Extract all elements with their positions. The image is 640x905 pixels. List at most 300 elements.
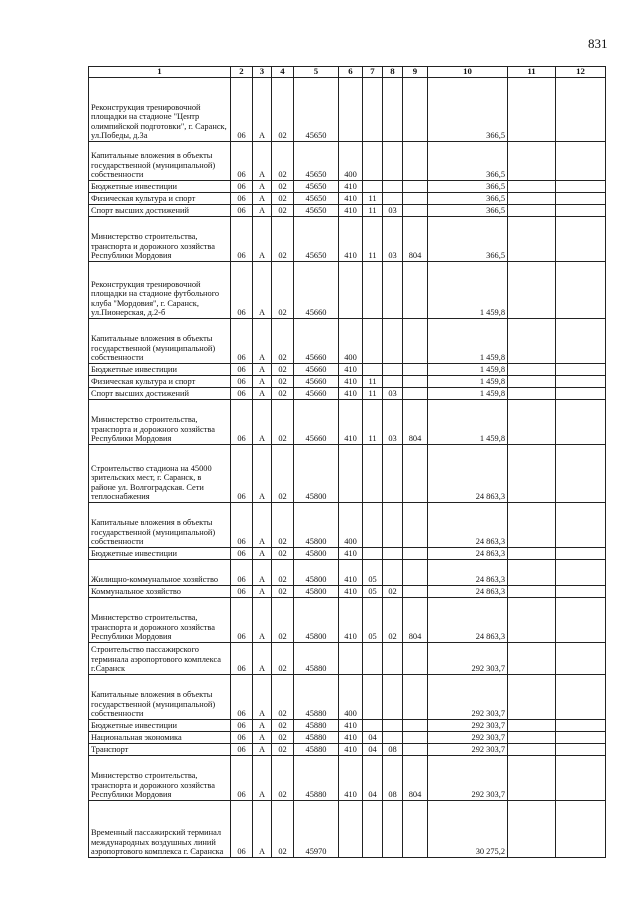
- cell-col-6: 410: [339, 193, 363, 205]
- cell-col-11: [508, 319, 556, 364]
- row-name-cell: Транспорт: [89, 744, 231, 756]
- row-name-cell: Капитальные вложения в объекты государственной (муниципальной) собственности: [89, 503, 231, 548]
- row-name-cell: Реконструкция тренировочной площадки на стадионе "Центр олимпийской подготовки", г. Саранск, ул.Победы, д.3а: [89, 78, 231, 142]
- cell-col-7: [363, 675, 383, 720]
- column-header-11: 11: [508, 67, 556, 78]
- cell-col-7: [363, 364, 383, 376]
- cell-col-7: [363, 445, 383, 503]
- cell-col-12: [556, 205, 606, 217]
- row-name-cell: Спорт высших достижений: [89, 388, 231, 400]
- cell-col-5: 45800: [294, 445, 339, 503]
- cell-col-12: [556, 376, 606, 388]
- cell-col-8: 02: [383, 586, 403, 598]
- cell-col-11: [508, 744, 556, 756]
- cell-col-12: [556, 400, 606, 445]
- column-header-10: 10: [428, 67, 508, 78]
- cell-col-11: [508, 732, 556, 744]
- cell-col-5: 45800: [294, 503, 339, 548]
- cell-col-3: А: [253, 560, 272, 586]
- cell-col-9: [403, 586, 428, 598]
- cell-col-7: 11: [363, 217, 383, 262]
- cell-col-7: [363, 801, 383, 858]
- cell-col-4: 02: [272, 78, 294, 142]
- cell-col-5: 45800: [294, 560, 339, 586]
- cell-col-3: А: [253, 205, 272, 217]
- cell-col-2: 06: [231, 217, 253, 262]
- budget-table: [88, 66, 606, 858]
- cell-col-4: 02: [272, 503, 294, 548]
- cell-col-9: [403, 205, 428, 217]
- table-row: [89, 400, 606, 445]
- cell-col-7: 04: [363, 756, 383, 801]
- cell-col-5: 45880: [294, 732, 339, 744]
- cell-col-6: 410: [339, 720, 363, 732]
- cell-col-10: 292 303,7: [428, 675, 508, 720]
- cell-col-6: [339, 262, 363, 319]
- cell-col-4: 02: [272, 801, 294, 858]
- cell-col-10: 366,5: [428, 181, 508, 193]
- cell-col-11: [508, 78, 556, 142]
- cell-col-5: 45650: [294, 142, 339, 181]
- cell-col-5: 45880: [294, 756, 339, 801]
- table-row: [89, 78, 606, 142]
- row-name-cell: Бюджетные инвестиции: [89, 181, 231, 193]
- cell-col-2: 06: [231, 675, 253, 720]
- cell-col-6: 410: [339, 388, 363, 400]
- cell-col-11: [508, 801, 556, 858]
- row-name-cell: Министерство строительства, транспорта и дорожного хозяйства Республики Мордовия: [89, 598, 231, 643]
- cell-col-7: [363, 319, 383, 364]
- cell-col-4: 02: [272, 560, 294, 586]
- cell-col-7: [363, 78, 383, 142]
- cell-col-11: [508, 675, 556, 720]
- cell-col-10: 24 863,3: [428, 598, 508, 643]
- cell-col-7: [363, 720, 383, 732]
- cell-col-12: [556, 181, 606, 193]
- column-header-12: 12: [556, 67, 606, 78]
- cell-col-11: [508, 388, 556, 400]
- table-row: [89, 217, 606, 262]
- cell-col-7: 05: [363, 560, 383, 586]
- cell-col-4: 02: [272, 720, 294, 732]
- table-row: [89, 181, 606, 193]
- cell-col-8: [383, 720, 403, 732]
- cell-col-4: 02: [272, 643, 294, 675]
- cell-col-3: А: [253, 503, 272, 548]
- cell-col-5: 45800: [294, 548, 339, 560]
- cell-col-10: 292 303,7: [428, 756, 508, 801]
- cell-col-6: 410: [339, 181, 363, 193]
- cell-col-9: [403, 364, 428, 376]
- cell-col-4: 02: [272, 548, 294, 560]
- cell-col-2: 06: [231, 732, 253, 744]
- cell-col-4: 02: [272, 193, 294, 205]
- cell-col-6: 400: [339, 319, 363, 364]
- cell-col-6: 410: [339, 400, 363, 445]
- table-row: [89, 801, 606, 858]
- table-row: [89, 744, 606, 756]
- cell-col-5: 45650: [294, 217, 339, 262]
- cell-col-11: [508, 586, 556, 598]
- cell-col-6: 400: [339, 503, 363, 548]
- cell-col-10: 30 275,2: [428, 801, 508, 858]
- row-name-cell: Бюджетные инвестиции: [89, 364, 231, 376]
- row-name-cell: Министерство строительства, транспорта и дорожного хозяйства Республики Мордовия: [89, 756, 231, 801]
- cell-col-7: 05: [363, 598, 383, 643]
- cell-col-6: 410: [339, 205, 363, 217]
- cell-col-10: 292 303,7: [428, 732, 508, 744]
- cell-col-3: А: [253, 720, 272, 732]
- cell-col-2: 06: [231, 744, 253, 756]
- cell-col-10: 1 459,8: [428, 364, 508, 376]
- table-row: [89, 445, 606, 503]
- cell-col-5: 45880: [294, 744, 339, 756]
- cell-col-5: 45660: [294, 400, 339, 445]
- row-name-cell: Строительство пассажирского терминала аэропортового комплекса г.Саранск: [89, 643, 231, 675]
- table-row: [89, 388, 606, 400]
- cell-col-11: [508, 400, 556, 445]
- cell-col-6: [339, 801, 363, 858]
- cell-col-9: [403, 388, 428, 400]
- cell-col-11: [508, 503, 556, 548]
- cell-col-9: [403, 675, 428, 720]
- cell-col-2: 06: [231, 801, 253, 858]
- cell-col-5: 45880: [294, 643, 339, 675]
- cell-col-3: А: [253, 675, 272, 720]
- cell-col-12: [556, 548, 606, 560]
- cell-col-10: 292 303,7: [428, 744, 508, 756]
- cell-col-7: 11: [363, 205, 383, 217]
- cell-col-12: [556, 560, 606, 586]
- row-name-cell: Временный пассажирский терминал международных воздушных линий аэропортового комплекса г. Саранска: [89, 801, 231, 858]
- cell-col-7: [363, 262, 383, 319]
- cell-col-10: 1 459,8: [428, 262, 508, 319]
- cell-col-8: [383, 643, 403, 675]
- cell-col-3: А: [253, 78, 272, 142]
- cell-col-9: [403, 181, 428, 193]
- cell-col-12: [556, 193, 606, 205]
- cell-col-11: [508, 598, 556, 643]
- cell-col-5: 45660: [294, 262, 339, 319]
- cell-col-9: 804: [403, 217, 428, 262]
- cell-col-12: [556, 364, 606, 376]
- cell-col-10: 24 863,3: [428, 586, 508, 598]
- cell-col-2: 06: [231, 205, 253, 217]
- row-name-cell: Реконструкция тренировочной площадки на стадионе футбольного клуба "Мордовия", г. Саранск, ул.Пионерская, д.2-б: [89, 262, 231, 319]
- cell-col-7: 11: [363, 376, 383, 388]
- cell-col-4: 02: [272, 400, 294, 445]
- cell-col-5: 45660: [294, 376, 339, 388]
- cell-col-5: 45660: [294, 388, 339, 400]
- cell-col-7: [363, 548, 383, 560]
- cell-col-11: [508, 205, 556, 217]
- row-name-cell: Физическая культура и спорт: [89, 193, 231, 205]
- cell-col-4: 02: [272, 142, 294, 181]
- cell-col-11: [508, 364, 556, 376]
- cell-col-9: 804: [403, 756, 428, 801]
- cell-col-5: 45650: [294, 193, 339, 205]
- cell-col-10: 24 863,3: [428, 548, 508, 560]
- cell-col-3: А: [253, 364, 272, 376]
- table-row: [89, 586, 606, 598]
- cell-col-8: 02: [383, 598, 403, 643]
- cell-col-6: [339, 78, 363, 142]
- row-name-cell: Министерство строительства, транспорта и дорожного хозяйства Республики Мордовия: [89, 400, 231, 445]
- row-name-cell: Бюджетные инвестиции: [89, 720, 231, 732]
- cell-col-12: [556, 756, 606, 801]
- cell-col-8: [383, 675, 403, 720]
- row-name-cell: Спорт высших достижений: [89, 205, 231, 217]
- cell-col-11: [508, 193, 556, 205]
- cell-col-6: 410: [339, 586, 363, 598]
- row-name-cell: Коммунальное хозяйство: [89, 586, 231, 598]
- column-header-1: 1: [89, 67, 231, 78]
- cell-col-3: А: [253, 193, 272, 205]
- cell-col-7: 11: [363, 388, 383, 400]
- cell-col-5: 45970: [294, 801, 339, 858]
- cell-col-8: 03: [383, 400, 403, 445]
- cell-col-3: А: [253, 142, 272, 181]
- table-row: [89, 756, 606, 801]
- table-row: [89, 548, 606, 560]
- cell-col-6: 410: [339, 744, 363, 756]
- cell-col-8: [383, 181, 403, 193]
- table-row: [89, 364, 606, 376]
- cell-col-4: 02: [272, 598, 294, 643]
- row-name-cell: Физическая культура и спорт: [89, 376, 231, 388]
- cell-col-6: 410: [339, 560, 363, 586]
- cell-col-2: 06: [231, 445, 253, 503]
- cell-col-3: А: [253, 181, 272, 193]
- cell-col-8: [383, 142, 403, 181]
- cell-col-9: [403, 319, 428, 364]
- cell-col-3: А: [253, 586, 272, 598]
- cell-col-4: 02: [272, 756, 294, 801]
- cell-col-10: 24 863,3: [428, 503, 508, 548]
- cell-col-8: [383, 445, 403, 503]
- table-row: [89, 643, 606, 675]
- cell-col-2: 06: [231, 142, 253, 181]
- cell-col-5: 45800: [294, 586, 339, 598]
- cell-col-4: 02: [272, 388, 294, 400]
- column-header-2: 2: [231, 67, 253, 78]
- cell-col-5: 45650: [294, 78, 339, 142]
- cell-col-3: А: [253, 217, 272, 262]
- cell-col-5: 45650: [294, 181, 339, 193]
- table-row: [89, 503, 606, 548]
- cell-col-11: [508, 181, 556, 193]
- cell-col-2: 06: [231, 193, 253, 205]
- cell-col-11: [508, 548, 556, 560]
- cell-col-11: [508, 217, 556, 262]
- cell-col-7: [363, 503, 383, 548]
- cell-col-9: [403, 78, 428, 142]
- table-row: [89, 720, 606, 732]
- cell-col-8: 03: [383, 388, 403, 400]
- cell-col-11: [508, 756, 556, 801]
- table-row: [89, 675, 606, 720]
- column-header-7: 7: [363, 67, 383, 78]
- cell-col-4: 02: [272, 376, 294, 388]
- cell-col-3: А: [253, 319, 272, 364]
- cell-col-11: [508, 445, 556, 503]
- cell-col-7: 11: [363, 193, 383, 205]
- cell-col-8: [383, 364, 403, 376]
- row-name-cell: Капитальные вложения в объекты государственной (муниципальной) собственности: [89, 319, 231, 364]
- cell-col-9: [403, 193, 428, 205]
- cell-col-3: А: [253, 744, 272, 756]
- row-name-cell: Капитальные вложения в объекты государственной (муниципальной) собственности: [89, 142, 231, 181]
- cell-col-2: 06: [231, 376, 253, 388]
- cell-col-12: [556, 720, 606, 732]
- cell-col-8: [383, 503, 403, 548]
- cell-col-9: [403, 262, 428, 319]
- cell-col-10: 1 459,8: [428, 319, 508, 364]
- cell-col-12: [556, 503, 606, 548]
- cell-col-3: А: [253, 732, 272, 744]
- cell-col-8: 08: [383, 744, 403, 756]
- cell-col-2: 06: [231, 643, 253, 675]
- cell-col-3: А: [253, 376, 272, 388]
- cell-col-10: 24 863,3: [428, 560, 508, 586]
- cell-col-4: 02: [272, 586, 294, 598]
- cell-col-6: 410: [339, 376, 363, 388]
- column-header-8: 8: [383, 67, 403, 78]
- cell-col-9: [403, 720, 428, 732]
- cell-col-5: 45880: [294, 720, 339, 732]
- cell-col-2: 06: [231, 319, 253, 364]
- cell-col-2: 06: [231, 560, 253, 586]
- cell-col-8: [383, 319, 403, 364]
- table-row: [89, 376, 606, 388]
- cell-col-7: [363, 643, 383, 675]
- table-row: [89, 262, 606, 319]
- cell-col-12: [556, 217, 606, 262]
- cell-col-12: [556, 78, 606, 142]
- cell-col-10: 366,5: [428, 142, 508, 181]
- cell-col-6: 410: [339, 217, 363, 262]
- cell-col-4: 02: [272, 217, 294, 262]
- row-name-cell: Министерство строительства, транспорта и дорожного хозяйства Республики Мордовия: [89, 217, 231, 262]
- cell-col-4: 02: [272, 675, 294, 720]
- cell-col-11: [508, 376, 556, 388]
- cell-col-8: [383, 262, 403, 319]
- cell-col-7: 05: [363, 586, 383, 598]
- table-row: [89, 193, 606, 205]
- cell-col-9: 804: [403, 598, 428, 643]
- cell-col-11: [508, 720, 556, 732]
- cell-col-12: [556, 586, 606, 598]
- cell-col-3: А: [253, 801, 272, 858]
- cell-col-12: [556, 142, 606, 181]
- cell-col-6: 410: [339, 364, 363, 376]
- cell-col-7: 04: [363, 732, 383, 744]
- row-name-cell: Строительство стадиона на 45000 зрительских мест, г. Саранск, в районе ул. Волгоградская. Сети теплоснабжения: [89, 445, 231, 503]
- cell-col-8: [383, 801, 403, 858]
- cell-col-6: 400: [339, 675, 363, 720]
- table-header-row: [89, 67, 606, 78]
- cell-col-2: 06: [231, 364, 253, 376]
- table-row: [89, 319, 606, 364]
- cell-col-6: [339, 445, 363, 503]
- cell-col-8: 08: [383, 756, 403, 801]
- cell-col-12: [556, 319, 606, 364]
- cell-col-9: [403, 744, 428, 756]
- cell-col-5: 45880: [294, 675, 339, 720]
- cell-col-3: А: [253, 598, 272, 643]
- cell-col-5: 45660: [294, 319, 339, 364]
- table-row: [89, 142, 606, 181]
- cell-col-6: 410: [339, 732, 363, 744]
- cell-col-2: 06: [231, 756, 253, 801]
- cell-col-8: [383, 193, 403, 205]
- cell-col-10: 1 459,8: [428, 376, 508, 388]
- row-name-cell: Бюджетные инвестиции: [89, 548, 231, 560]
- cell-col-4: 02: [272, 319, 294, 364]
- column-header-6: 6: [339, 67, 363, 78]
- column-header-9: 9: [403, 67, 428, 78]
- cell-col-4: 02: [272, 181, 294, 193]
- cell-col-2: 06: [231, 720, 253, 732]
- cell-col-6: 410: [339, 598, 363, 643]
- cell-col-2: 06: [231, 586, 253, 598]
- row-name-cell: Капитальные вложения в объекты государственной (муниципальной) собственности: [89, 675, 231, 720]
- cell-col-8: [383, 560, 403, 586]
- cell-col-10: 1 459,8: [428, 400, 508, 445]
- cell-col-3: А: [253, 548, 272, 560]
- table-body: [89, 78, 606, 858]
- cell-col-3: А: [253, 756, 272, 801]
- column-header-3: 3: [253, 67, 272, 78]
- cell-col-9: [403, 548, 428, 560]
- cell-col-7: 11: [363, 400, 383, 445]
- cell-col-10: 366,5: [428, 193, 508, 205]
- cell-col-9: [403, 376, 428, 388]
- cell-col-8: 03: [383, 205, 403, 217]
- cell-col-6: 400: [339, 142, 363, 181]
- table-row: [89, 732, 606, 744]
- cell-col-12: [556, 445, 606, 503]
- cell-col-9: 804: [403, 400, 428, 445]
- cell-col-10: 292 303,7: [428, 643, 508, 675]
- cell-col-2: 06: [231, 388, 253, 400]
- cell-col-2: 06: [231, 548, 253, 560]
- cell-col-4: 02: [272, 364, 294, 376]
- table-row: [89, 598, 606, 643]
- cell-col-10: 366,5: [428, 78, 508, 142]
- cell-col-12: [556, 801, 606, 858]
- cell-col-3: А: [253, 643, 272, 675]
- cell-col-10: 366,5: [428, 205, 508, 217]
- cell-col-4: 02: [272, 205, 294, 217]
- cell-col-2: 06: [231, 598, 253, 643]
- cell-col-4: 02: [272, 445, 294, 503]
- cell-col-7: [363, 142, 383, 181]
- cell-col-8: 03: [383, 217, 403, 262]
- row-name-cell: Национальная экономика: [89, 732, 231, 744]
- cell-col-12: [556, 744, 606, 756]
- cell-col-12: [556, 732, 606, 744]
- table-row: [89, 205, 606, 217]
- cell-col-9: [403, 503, 428, 548]
- cell-col-9: [403, 142, 428, 181]
- cell-col-3: А: [253, 445, 272, 503]
- cell-col-10: 24 863,3: [428, 445, 508, 503]
- cell-col-2: 06: [231, 262, 253, 319]
- cell-col-12: [556, 643, 606, 675]
- cell-col-11: [508, 560, 556, 586]
- cell-col-5: 45660: [294, 364, 339, 376]
